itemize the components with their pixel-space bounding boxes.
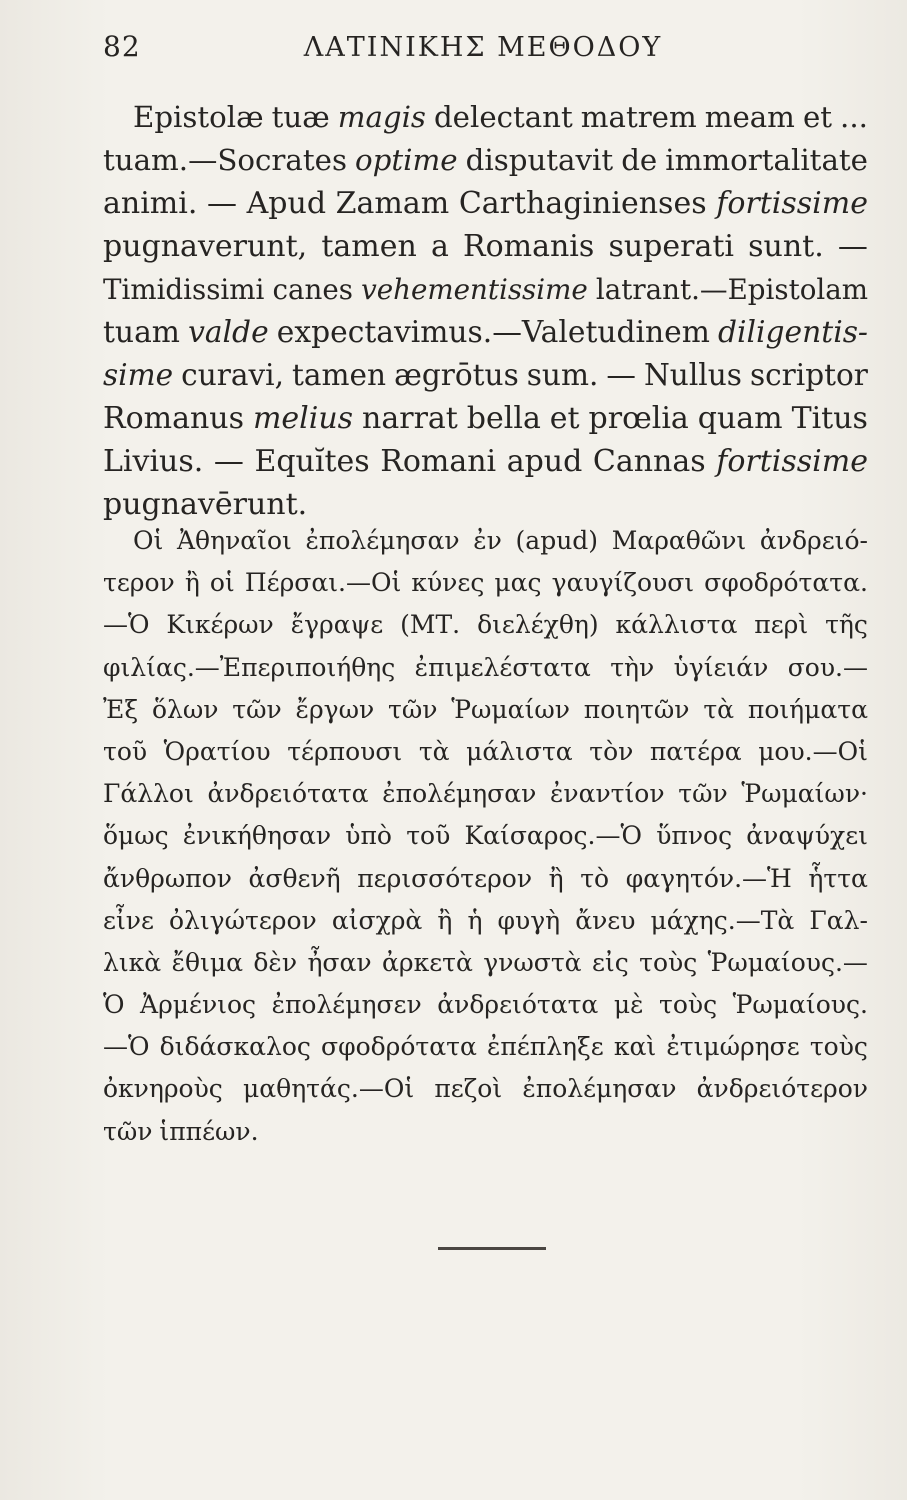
word: tuam.—Socrates xyxy=(103,143,347,177)
word: μαθητάς.—Οἱ xyxy=(243,1074,415,1104)
word: τὸ xyxy=(580,863,610,893)
word: magis xyxy=(337,100,426,134)
word: — xyxy=(606,358,636,392)
word: Μαραθῶνι xyxy=(611,526,747,555)
word: ὑγίειάν xyxy=(673,652,769,682)
page-number: 82 xyxy=(103,30,141,63)
word: disputavit xyxy=(465,143,614,177)
text-line xyxy=(103,689,868,731)
word: animi. xyxy=(103,186,198,221)
word: Romanus xyxy=(103,401,245,436)
text-line xyxy=(103,520,868,562)
word: φιλίας.—Ἐπεριποιήθης xyxy=(103,652,396,682)
word: μας xyxy=(494,568,542,598)
section-divider xyxy=(438,1247,546,1250)
word: latrant.—Epistolam xyxy=(595,273,868,306)
word: ὅλων xyxy=(151,694,219,724)
text-line xyxy=(103,139,868,182)
page-header xyxy=(103,30,863,70)
text-line xyxy=(103,1111,868,1153)
word: Titus xyxy=(791,401,868,436)
word: Ἀρμένιος xyxy=(140,990,257,1020)
word: ὕπνος xyxy=(656,821,733,851)
word: ποιητῶν xyxy=(583,694,690,724)
word: Cannas xyxy=(592,444,706,479)
word: delectant xyxy=(433,100,573,134)
text-line xyxy=(103,1026,868,1068)
word: σφοδρότατα xyxy=(321,1032,477,1062)
word: tamen xyxy=(321,229,417,264)
word: a xyxy=(430,229,449,264)
word: τοὺς xyxy=(659,990,718,1020)
word: πατέρα xyxy=(649,736,742,766)
word: ἀρκετὰ xyxy=(381,947,473,977)
word: fortissime xyxy=(716,186,868,221)
word: Apud xyxy=(246,186,327,221)
word: canes xyxy=(272,273,353,306)
text-line xyxy=(103,562,868,604)
word: ἐνικήθησαν xyxy=(182,821,332,851)
word: quam xyxy=(697,401,783,436)
word: ἱππέων. xyxy=(159,1116,259,1146)
word: ἄνθρωπον xyxy=(103,863,232,893)
word: κάλλιστα xyxy=(615,610,738,640)
word: tuam xyxy=(103,315,180,350)
word: Romani xyxy=(380,444,497,479)
text-line xyxy=(103,354,868,397)
word: sime xyxy=(103,358,174,392)
word: Ἐξ xyxy=(103,694,139,724)
word: ἧττα xyxy=(808,863,868,893)
word: Romanis xyxy=(463,229,595,264)
word: ἀσθενῆ xyxy=(248,863,341,893)
word: Ῥωμαίους. xyxy=(732,990,868,1020)
word: Ἀθηναῖοι xyxy=(176,526,292,555)
text-line xyxy=(103,182,868,225)
word: πεζοὶ xyxy=(434,1074,503,1104)
word: expectavimus.—Valetudinem xyxy=(276,315,710,350)
word: τοὺς xyxy=(809,1032,868,1062)
word: ὀκνηροὺς xyxy=(103,1074,223,1104)
word: Ῥωμαίων xyxy=(451,694,570,724)
word: ... xyxy=(840,100,868,134)
word: ὀλιγώτερον xyxy=(168,905,317,935)
word: τῶν xyxy=(678,779,728,809)
word: sum. xyxy=(526,358,599,392)
word: Carthaginienses xyxy=(458,186,707,221)
word: τοῦ xyxy=(406,821,451,851)
word: τερον xyxy=(103,568,175,598)
word: αἰσχρὰ xyxy=(331,905,423,935)
word: tuæ xyxy=(271,100,330,134)
word: prœlia xyxy=(588,401,689,436)
word: et xyxy=(802,100,833,134)
text-line xyxy=(103,96,868,139)
word: μάχης.—Τὰ xyxy=(650,905,795,935)
word: οἱ xyxy=(209,568,235,598)
word: Κικέρων xyxy=(166,610,274,640)
word: ἐν xyxy=(473,526,502,555)
word: ἐπολέμησαν xyxy=(305,526,460,555)
text-line xyxy=(103,858,868,900)
word: Zamam xyxy=(335,186,450,221)
word: τοὺς xyxy=(639,947,698,977)
word: tamen xyxy=(292,358,387,392)
word: περὶ xyxy=(754,610,809,640)
word: φαγητόν.—Ἡ xyxy=(625,863,792,893)
word: ἐτιμώρησε xyxy=(666,1032,800,1062)
text-line xyxy=(103,440,868,483)
text-line xyxy=(103,1068,868,1110)
word: τοῦ xyxy=(103,736,148,766)
word: curavi, xyxy=(181,358,284,392)
word: ἔγραψε xyxy=(290,610,384,640)
word: Epistolæ xyxy=(133,100,264,134)
word: τῆς xyxy=(825,610,868,640)
word: — xyxy=(213,444,244,479)
word: sunt. xyxy=(748,229,824,264)
word: ἔργων xyxy=(295,694,375,724)
word: ἢ xyxy=(437,905,453,935)
word: τὰ xyxy=(703,694,735,724)
text-line xyxy=(103,647,868,689)
word: ἡ xyxy=(467,905,483,935)
word: ἀνδρειότερον xyxy=(696,1074,868,1104)
word: ἐπολέμησαν xyxy=(522,1074,677,1104)
word: Nullus xyxy=(643,358,742,392)
word: ἔθιμα xyxy=(171,947,243,977)
word: διελέχθη) xyxy=(477,610,599,640)
text-line xyxy=(103,773,868,815)
running-title: ΛΑΤΙΝΙΚΗΣ ΜΕΘΟΔΟΥ xyxy=(303,32,663,63)
word: Ῥωμαίους.— xyxy=(707,947,868,977)
text-line xyxy=(103,311,868,354)
text-line xyxy=(103,268,868,311)
text-line xyxy=(103,815,868,857)
word: ἢ xyxy=(184,568,200,598)
word: Γάλλοι xyxy=(103,779,194,809)
word: matrem xyxy=(580,100,697,134)
word: ἐναντίον xyxy=(549,779,665,809)
word: Livius. xyxy=(103,444,204,479)
word: — xyxy=(837,229,868,264)
word: ἐπολέμησεν xyxy=(271,990,422,1020)
word: diligentis- xyxy=(718,315,868,350)
word: pugnavērunt. xyxy=(103,487,308,522)
text-line xyxy=(103,984,868,1026)
word: φυγὴ xyxy=(497,905,561,935)
word: ὅμως xyxy=(103,821,169,851)
word: Γαλ- xyxy=(809,905,868,935)
word: ægrōtus xyxy=(394,358,519,392)
word: ὑπὸ xyxy=(345,821,392,851)
word: τῶν xyxy=(232,694,282,724)
word: valde xyxy=(188,315,269,350)
latin-paragraph xyxy=(103,96,868,526)
text-line xyxy=(103,942,868,984)
word: σου.— xyxy=(787,652,868,682)
word: ποιήματα xyxy=(747,694,868,724)
word: τὴν xyxy=(610,652,655,682)
word: εἶνε xyxy=(103,905,154,935)
word: bella xyxy=(466,401,541,436)
word: τὰ xyxy=(418,736,450,766)
word: et xyxy=(549,401,580,436)
word: —Ὁ xyxy=(103,610,150,640)
word: λικὰ xyxy=(103,947,162,977)
word: εἰς xyxy=(591,947,629,977)
word: Πέρσαι.—Οἱ xyxy=(244,568,402,598)
word: Οἱ xyxy=(133,526,164,555)
word: μου.—Οἱ xyxy=(758,736,868,766)
text-line xyxy=(103,397,868,440)
text-line xyxy=(103,731,868,773)
text-line xyxy=(103,900,868,942)
word: τῶν xyxy=(103,1116,153,1146)
word: Ὁ xyxy=(103,990,125,1020)
word: ἢ xyxy=(548,863,564,893)
word: ἀνδρειότατα xyxy=(207,779,369,809)
word: ἐπολέμησαν xyxy=(382,779,537,809)
text-line xyxy=(103,604,868,646)
word: — xyxy=(207,186,238,221)
word: γαυγίζουσι xyxy=(551,568,695,598)
word: de xyxy=(621,143,658,177)
word: Timidissimi xyxy=(103,273,265,306)
word: pugnaverunt, xyxy=(103,229,308,264)
word: Ὁρατίου xyxy=(163,736,271,766)
word: ἀνδρειό- xyxy=(759,526,868,555)
text-line xyxy=(103,225,868,268)
word: ἐπέπληξε xyxy=(486,1032,604,1062)
word: Καίσαρος.—Ὁ xyxy=(464,821,642,851)
word: narrat xyxy=(362,401,458,436)
word: τέρπουσι xyxy=(287,736,403,766)
word: Equĭtes xyxy=(254,444,370,479)
word: σφοδρότατα. xyxy=(704,568,868,598)
word: τῶν xyxy=(388,694,438,724)
word: optime xyxy=(355,143,458,177)
word: apud xyxy=(506,444,583,479)
word: καὶ xyxy=(613,1032,657,1062)
word: immortalitate xyxy=(665,143,868,177)
word: —Ὁ xyxy=(103,1032,150,1062)
word: superati xyxy=(608,229,734,264)
greek-paragraph xyxy=(103,520,868,1153)
word: τὸν xyxy=(589,736,634,766)
word: melius xyxy=(252,401,354,436)
word: ἀναψύχει xyxy=(746,821,868,851)
word: meam xyxy=(704,100,795,134)
word: ἐπιμελέστατα xyxy=(414,652,591,682)
word: διδάσκαλος xyxy=(159,1032,311,1062)
word: ἄνευ xyxy=(575,905,636,935)
word: vehementissime xyxy=(361,273,588,306)
word: ἀνδρειότατα xyxy=(437,990,599,1020)
word: (ΜΤ. xyxy=(400,610,461,640)
word: ἦσαν xyxy=(307,947,372,977)
word: fortissime xyxy=(716,444,868,479)
word: μάλιστα xyxy=(466,736,573,766)
word: δὲν xyxy=(253,947,298,977)
word: γνωστὰ xyxy=(483,947,582,977)
word: κύνες xyxy=(411,568,485,598)
word: scriptor xyxy=(749,358,868,392)
word: μὲ xyxy=(613,990,644,1020)
word: περισσότερον xyxy=(357,863,533,893)
word: Ῥωμαίων· xyxy=(741,779,868,809)
word: (apud) xyxy=(515,526,599,555)
